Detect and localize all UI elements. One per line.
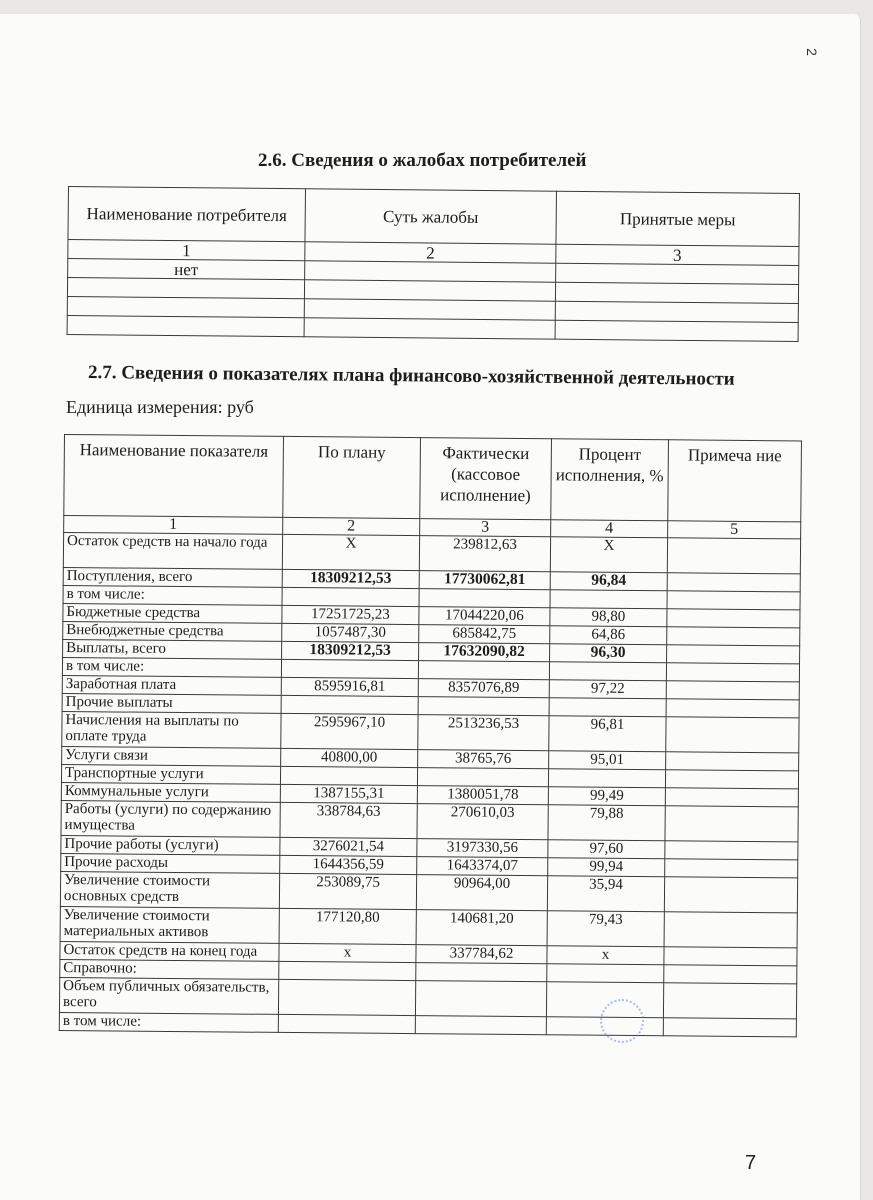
measures-cell (555, 320, 798, 341)
measures-cell (555, 301, 798, 322)
fact-value-cell (415, 981, 546, 1017)
fact-value-cell (416, 963, 547, 982)
indicator-name-cell: Услуги связи (62, 746, 281, 766)
fact-value-cell: 38765,76 (418, 750, 549, 769)
note-cell (666, 681, 799, 700)
note-cell (665, 841, 798, 860)
indicator-name-cell: Увеличение стоимости основных средств (60, 871, 279, 908)
indicator-name-cell: Справочно: (60, 959, 279, 979)
index-cell: 3 (420, 519, 551, 537)
header-note: Примеча ние (668, 440, 802, 522)
fact-value-cell: 3197330,56 (417, 839, 548, 858)
note-cell (663, 1018, 796, 1037)
section-2-6-title: 2.6. Сведения о жалобах потребителей (258, 150, 587, 171)
indicator-name-cell: Начисления на выплаты по оплате труда (62, 711, 281, 748)
plan-value-cell (282, 587, 419, 606)
document-page (0, 14, 860, 1200)
complaint-cell (304, 280, 555, 301)
fact-value-cell: 90964,00 (416, 875, 547, 911)
percent-value-cell (547, 964, 664, 983)
indicator-name-cell: Прочие расходы (61, 853, 280, 873)
plan-value-cell: 253089,75 (279, 873, 416, 909)
percent-value-cell: 96,84 (550, 572, 667, 591)
percent-value-cell: 95,01 (549, 751, 666, 770)
plan-value-cell: 2595967,10 (281, 713, 418, 749)
complaint-cell (304, 299, 555, 320)
indicator-name-cell: в том числе: (62, 657, 281, 677)
fact-value-cell: 17044220,06 (419, 607, 550, 626)
plan-value-cell: 1387155,31 (280, 784, 417, 803)
fact-value-cell (415, 1016, 546, 1035)
index-cell: 2 (305, 242, 556, 263)
indicator-name-cell: Прочие выплаты (62, 693, 281, 713)
complaint-cell (304, 318, 555, 339)
indicator-name-cell: Работы (услуги) по содержанию имущества (61, 800, 280, 837)
indicator-name-cell: Поступления, всего (63, 567, 282, 587)
index-cell: 4 (551, 520, 668, 538)
percent-value-cell (550, 590, 667, 609)
note-cell (666, 717, 799, 753)
note-cell (664, 912, 797, 948)
indicator-name-cell: в том числе: (59, 1012, 278, 1032)
note-cell (666, 752, 799, 771)
complaint-cell (305, 261, 556, 282)
indicator-name-cell: Внебюджетные средства (63, 621, 282, 641)
index-cell: 2 (283, 517, 420, 535)
percent-value-cell (548, 769, 665, 788)
fact-value-cell: 8357076,89 (418, 679, 549, 698)
note-cell (664, 877, 797, 913)
plan-value-cell: 3276021,54 (280, 837, 417, 856)
unit-label: Единица измерения: руб (66, 397, 254, 417)
section-2-7-title: 2.7. Сведения о показателях плана финансово-хозяйственной деятельности (87, 362, 735, 390)
measures-cell (555, 282, 798, 303)
indicator-name-cell: в том числе: (63, 585, 282, 605)
note-cell (664, 965, 797, 984)
consumer-name-cell: нет (68, 259, 305, 280)
percent-value-cell: х (547, 946, 664, 965)
fact-value-cell: 270610,03 (417, 804, 548, 840)
fact-value-cell: 685842,75 (419, 625, 550, 644)
fact-value-cell (418, 661, 549, 680)
plan-value-cell (279, 961, 416, 980)
fact-value-cell (417, 768, 548, 787)
plan-value-cell: х (279, 943, 416, 962)
indicator-name-cell: Коммунальные услуги (61, 782, 280, 802)
fact-value-cell: 239812,63 (419, 536, 550, 572)
percent-value-cell: 96,81 (549, 716, 666, 752)
header-plan: По плану (283, 436, 421, 518)
fact-value-cell: 2513236,53 (418, 715, 549, 751)
plan-value-cell (278, 1014, 415, 1033)
percent-value-cell: 79,88 (548, 805, 665, 841)
indicator-name-cell: Увеличение стоимости материальных активов (60, 906, 279, 943)
plan-value-cell: 1057487,30 (282, 623, 419, 642)
consumer-name-cell (67, 296, 304, 317)
plan-value-cell (281, 659, 418, 678)
note-cell (666, 699, 799, 718)
note-cell (663, 983, 796, 1019)
page-number: 7 (745, 1152, 757, 1174)
index-cell: 1 (64, 516, 283, 535)
fact-value-cell: 17632090,82 (419, 643, 550, 662)
consumer-name-cell (67, 278, 304, 299)
header-percent: Процент исполнения, % (551, 439, 669, 521)
indicator-name-cell: Прочие работы (услуги) (61, 835, 280, 855)
note-cell (667, 573, 800, 592)
plan-value-cell: Х (282, 534, 419, 570)
note-cell (667, 591, 800, 610)
note-cell (667, 538, 800, 574)
indicator-name-cell: Транспортные услуги (61, 764, 280, 784)
plan-value-cell: 1644356,59 (280, 855, 417, 874)
plan-value-cell: 18309212,53 (282, 569, 419, 588)
fact-value-cell: 1643374,07 (417, 857, 548, 876)
note-cell (667, 645, 800, 664)
plan-value-cell: 338784,63 (280, 802, 417, 838)
percent-value-cell: 97,22 (549, 680, 666, 699)
plan-value-cell (281, 695, 418, 714)
header-measures-taken: Принятые меры (556, 191, 799, 246)
consumer-name-cell (67, 315, 304, 336)
indicator-name-cell: Остаток средств на конец года (60, 941, 279, 961)
percent-value-cell: 98,80 (550, 608, 667, 627)
index-cell: 3 (556, 244, 799, 265)
percent-value-cell: 99,94 (548, 858, 665, 877)
percent-value-cell: 35,94 (547, 876, 664, 912)
plan-value-cell (280, 766, 417, 785)
indicator-name-cell: Объем публичных обязательств, всего (59, 977, 278, 1014)
stamp-mark (600, 999, 644, 1043)
note-cell (666, 663, 799, 682)
indicator-name-cell: Заработная плата (62, 675, 281, 695)
header-indicator-name: Наименование показателя (64, 435, 284, 518)
percent-value-cell: 64,86 (550, 626, 667, 645)
measures-cell (556, 263, 799, 284)
indicators-header-row (64, 435, 802, 522)
complaints-header-row (68, 187, 799, 247)
fact-value-cell (418, 697, 549, 716)
note-cell (665, 770, 798, 789)
fact-value-cell: 17730062,81 (419, 571, 550, 590)
index-cell: 5 (668, 521, 801, 539)
header-fact: Фактически (кассовое исполнение) (420, 438, 552, 520)
complaints-table (67, 186, 800, 342)
percent-value-cell: Х (550, 537, 667, 573)
fact-value-cell: 337784,62 (416, 945, 547, 964)
corner-mark: 2 (803, 48, 820, 56)
note-cell (667, 627, 800, 646)
plan-value-cell: 17251725,23 (282, 605, 419, 624)
note-cell (665, 806, 798, 842)
fact-value-cell: 1380051,78 (417, 786, 548, 805)
indicator-name-cell: Остаток средств на начало года (63, 533, 282, 570)
note-cell (667, 609, 800, 628)
percent-value-cell: 97,60 (548, 840, 665, 859)
percent-value-cell: 99,49 (548, 787, 665, 806)
indicator-name-cell: Бюджетные средства (63, 603, 282, 623)
header-consumer-name: Наименование потребителя (68, 187, 305, 242)
plan-value-cell: 18309212,53 (282, 641, 419, 660)
fact-value-cell: 140681,20 (416, 910, 547, 946)
plan-value-cell: 40800,00 (281, 748, 418, 767)
percent-value-cell: 79,43 (547, 911, 664, 947)
header-complaint-essence: Суть жалобы (305, 189, 556, 244)
financial-indicators-table (59, 434, 802, 1037)
fact-value-cell (419, 589, 550, 608)
plan-value-cell: 8595916,81 (281, 677, 418, 696)
percent-value-cell (549, 698, 666, 717)
note-cell (665, 859, 798, 878)
plan-value-cell: 177120,80 (279, 908, 416, 944)
note-cell (665, 788, 798, 807)
percent-value-cell (549, 662, 666, 681)
indicator-name-cell: Выплаты, всего (63, 639, 282, 659)
plan-value-cell (278, 979, 415, 1015)
percent-value-cell: 96,30 (550, 644, 667, 663)
index-cell: 1 (68, 240, 305, 261)
note-cell (664, 947, 797, 966)
